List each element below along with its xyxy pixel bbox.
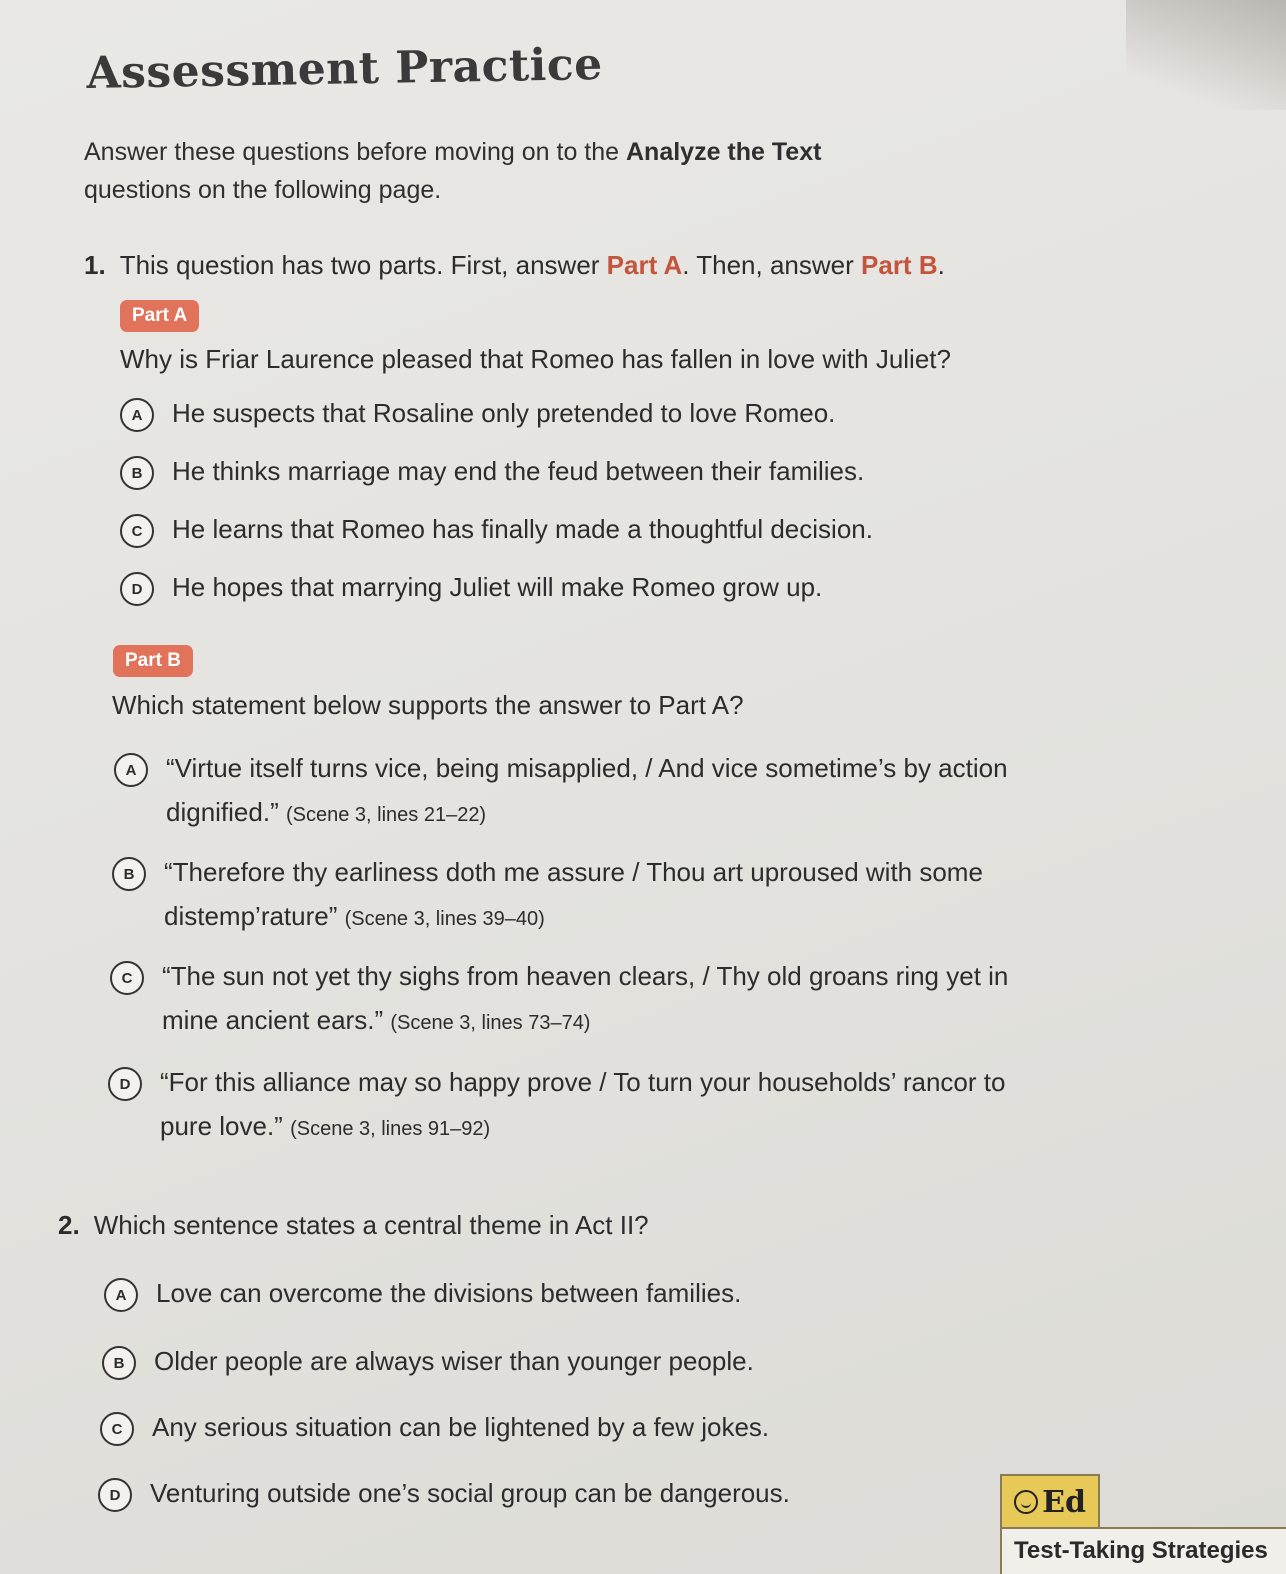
option-text: He thinks marriage may end the feud between their families. [172, 456, 865, 486]
ed-logo [1000, 1474, 1100, 1528]
answer-bubble[interactable]: B [102, 1346, 136, 1380]
option-1a-b[interactable] [120, 456, 864, 490]
option-1a-c[interactable] [120, 514, 873, 548]
intro-line-2: questions on the following page. [84, 176, 442, 204]
option-text: Any serious situation can be lightened by a few jokes. [152, 1412, 770, 1442]
option-text: He suspects that Rosaline only pretended to love Romeo. [172, 398, 836, 428]
option-line: “Virtue itself turns vice, being misapplied, / And vice sometime’s by action [166, 753, 1008, 783]
answer-bubble[interactable]: C [110, 961, 144, 995]
logo-text: Ed [1042, 1484, 1086, 1520]
question-number: 1. [84, 250, 106, 280]
option-line: dignified.” [166, 797, 279, 827]
q1-text: This question has two parts. First, answer [119, 250, 607, 280]
citation: (Scene 3, lines 21–22) [285, 804, 487, 826]
part-a-tag: Part A [120, 300, 199, 332]
answer-bubble[interactable]: C [100, 1412, 134, 1446]
page-title: Assessment Practice [86, 38, 604, 99]
option-1a-d[interactable] [120, 572, 822, 606]
option-2-c[interactable] [100, 1412, 769, 1446]
citation: (Scene 3, lines 73–74) [390, 1012, 591, 1034]
intro-bold: Analyze the Text [626, 138, 822, 166]
question-number: 2. [58, 1210, 80, 1240]
option-text [166, 746, 1008, 837]
option-2-a[interactable] [104, 1278, 741, 1312]
option-text: Older people are always wiser than younger people. [154, 1346, 754, 1376]
q1-text: . Then, answer [682, 250, 862, 280]
option-1a-a[interactable] [120, 398, 835, 432]
option-1b-d[interactable] [108, 1060, 1005, 1151]
intro-text: Answer these questions before moving on to the [84, 138, 626, 166]
part-a-ref: Part A [606, 250, 683, 280]
q2-text: Which sentence states a central theme in Act II? [93, 1210, 649, 1240]
question-1 [84, 250, 945, 281]
smiley-icon [1014, 1490, 1038, 1514]
option-2-b[interactable] [102, 1346, 754, 1380]
part-a-question: Why is Friar Laurence pleased that Romeo has fallen in love with Juliet? [120, 344, 951, 374]
answer-bubble[interactable]: D [120, 572, 154, 606]
option-line: distemp’rature” [164, 901, 338, 931]
intro-line-1 [84, 138, 821, 167]
q1-text: . [937, 250, 945, 280]
answer-bubble[interactable]: A [104, 1278, 138, 1312]
option-1b-b[interactable] [112, 850, 983, 941]
answer-bubble[interactable]: D [98, 1478, 132, 1512]
option-text [164, 850, 983, 941]
answer-bubble[interactable]: C [120, 514, 154, 548]
page-corner-shadow [1126, 0, 1286, 110]
citation: (Scene 3, lines 39–40) [344, 908, 545, 930]
option-line: “The sun not yet thy sighs from heaven clears, / Thy old groans ring yet in [162, 961, 1009, 991]
option-text: Love can overcome the divisions between families. [156, 1278, 742, 1308]
part-b-ref: Part B [861, 250, 938, 280]
option-text [160, 1060, 1005, 1151]
option-line: pure love.” [160, 1111, 283, 1141]
option-1b-c[interactable] [110, 954, 1008, 1045]
part-b-tag: Part B [113, 645, 193, 677]
answer-bubble[interactable]: A [114, 753, 148, 787]
option-text: He hopes that marrying Juliet will make Romeo grow up. [172, 572, 823, 602]
part-b-question: Which statement below supports the answer to Part A? [112, 690, 744, 720]
answer-bubble[interactable]: B [120, 456, 154, 490]
option-1b-a[interactable] [114, 746, 1008, 837]
question-2 [58, 1210, 649, 1241]
answer-bubble[interactable]: B [112, 857, 146, 891]
citation: (Scene 3, lines 91–92) [290, 1118, 491, 1140]
option-line: “For this alliance may so happy prove / To turn your households’ rancor to [160, 1067, 1006, 1097]
option-text [162, 954, 1008, 1045]
option-2-d[interactable] [98, 1478, 790, 1512]
answer-bubble[interactable]: A [120, 398, 154, 432]
option-line: mine ancient ears.” [162, 1005, 384, 1035]
option-line: “Therefore thy earliness doth me assure / Thou art uproused with some [164, 857, 983, 887]
answer-bubble[interactable]: D [108, 1067, 142, 1101]
test-taking-strategies-label: Test-Taking Strategies [1000, 1527, 1286, 1574]
option-text: He learns that Romeo has finally made a thoughtful decision. [172, 514, 873, 544]
option-text: Venturing outside one’s social group can be dangerous. [150, 1478, 790, 1508]
